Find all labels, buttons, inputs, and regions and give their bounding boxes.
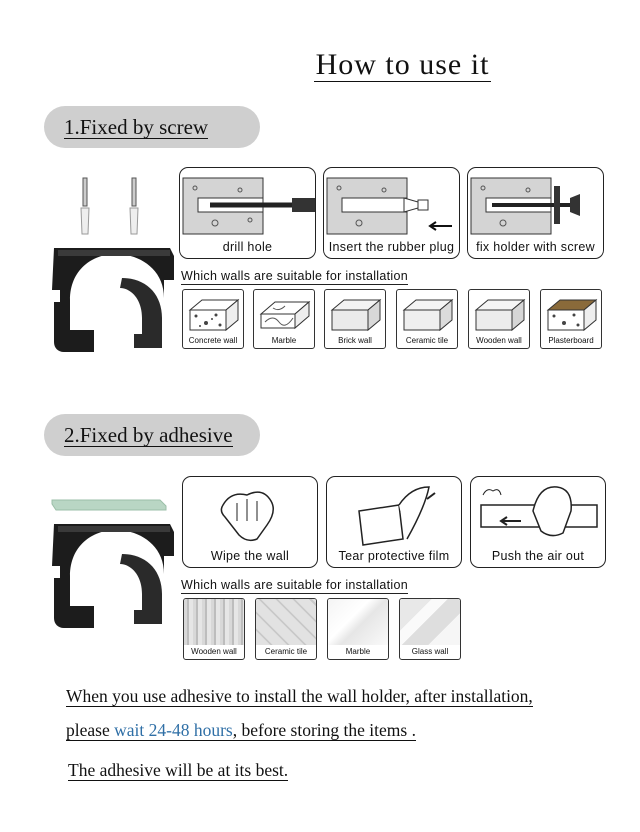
push-air-icon: [471, 481, 606, 547]
note-line-1: When you use adhesive to install the wall holder, after installation,: [66, 686, 533, 706]
suitable-walls-heading: Which walls are suitable for installation: [181, 578, 408, 592]
step-fix-screw: [467, 167, 604, 259]
screws-image: [66, 176, 156, 238]
note-line-3: The adhesive will be at its best.: [68, 760, 289, 780]
section2-pill: 2.Fixed by adhesive: [44, 414, 260, 456]
step-wipe-wall: [182, 476, 318, 568]
step-tear-film: [326, 476, 462, 568]
wall-sample-concrete: [182, 289, 244, 349]
wall-label: Plasterboard: [548, 336, 594, 345]
wall-sample-ceramic: [396, 289, 458, 349]
wall-sample-marble: [253, 289, 315, 349]
plasterboard-icon: [546, 298, 598, 332]
wall-sample-glass: [399, 598, 461, 660]
ceramic-tile-icon: [402, 298, 454, 332]
fix-screw-diagram: [468, 168, 604, 238]
section1-pill: 1.Fixed by screw: [44, 106, 260, 148]
wall-sample-marble: [327, 598, 389, 660]
wooden-wall-icon: [474, 298, 526, 332]
marble-texture: [328, 599, 388, 645]
step-caption: Insert the rubber plug: [328, 240, 455, 254]
step-caption: Tear protective film: [338, 549, 450, 563]
wall-label: Ceramic tile: [264, 647, 308, 656]
wooden-texture: [184, 599, 244, 645]
step-caption: Push the air out: [491, 549, 585, 563]
wall-label: Glass wall: [411, 647, 449, 656]
page-title: How to use it: [315, 48, 490, 81]
note-line-2: please wait 24-48 hours, before storing the items .: [66, 720, 416, 740]
step-push-air: [470, 476, 606, 568]
wall-holder-image: [52, 242, 178, 354]
wall-label: Wooden wall: [476, 336, 522, 345]
step-caption: fix holder with screw: [476, 240, 595, 254]
wiping-hand-icon: [213, 483, 289, 543]
brick-wall-icon: [330, 298, 382, 332]
glass-texture: [400, 599, 460, 645]
wait-highlight: wait 24-48 hours: [114, 720, 233, 740]
tear-film-icon: [347, 481, 447, 547]
wall-holder-image: [52, 518, 178, 630]
suitable-walls-heading: Which walls are suitable for installation: [181, 269, 408, 283]
wall-label: Brick wall: [338, 336, 372, 345]
wall-sample-plasterboard: [540, 289, 602, 349]
marble-wall-icon: [259, 298, 311, 332]
insert-plug-diagram: [324, 168, 460, 238]
step-drill-hole: [179, 167, 316, 259]
concrete-wall-icon: [188, 298, 240, 332]
wall-label: Marble: [345, 647, 371, 656]
step-caption: Wipe the wall: [210, 549, 290, 563]
step-insert-plug: [323, 167, 460, 259]
wall-label: Ceramic tile: [405, 336, 449, 345]
wall-sample-ceramic: [255, 598, 317, 660]
wall-label: Marble: [271, 336, 297, 345]
wall-label: Wooden wall: [191, 647, 237, 656]
drill-hole-diagram: [180, 168, 316, 238]
wall-sample-wooden: [183, 598, 245, 660]
ceramic-texture: [256, 599, 316, 645]
wall-sample-brick: [324, 289, 386, 349]
adhesive-pad-image: [50, 496, 170, 516]
step-caption: drill hole: [222, 240, 273, 254]
wall-label: Concrete wall: [188, 336, 238, 345]
wall-sample-wooden: [468, 289, 530, 349]
